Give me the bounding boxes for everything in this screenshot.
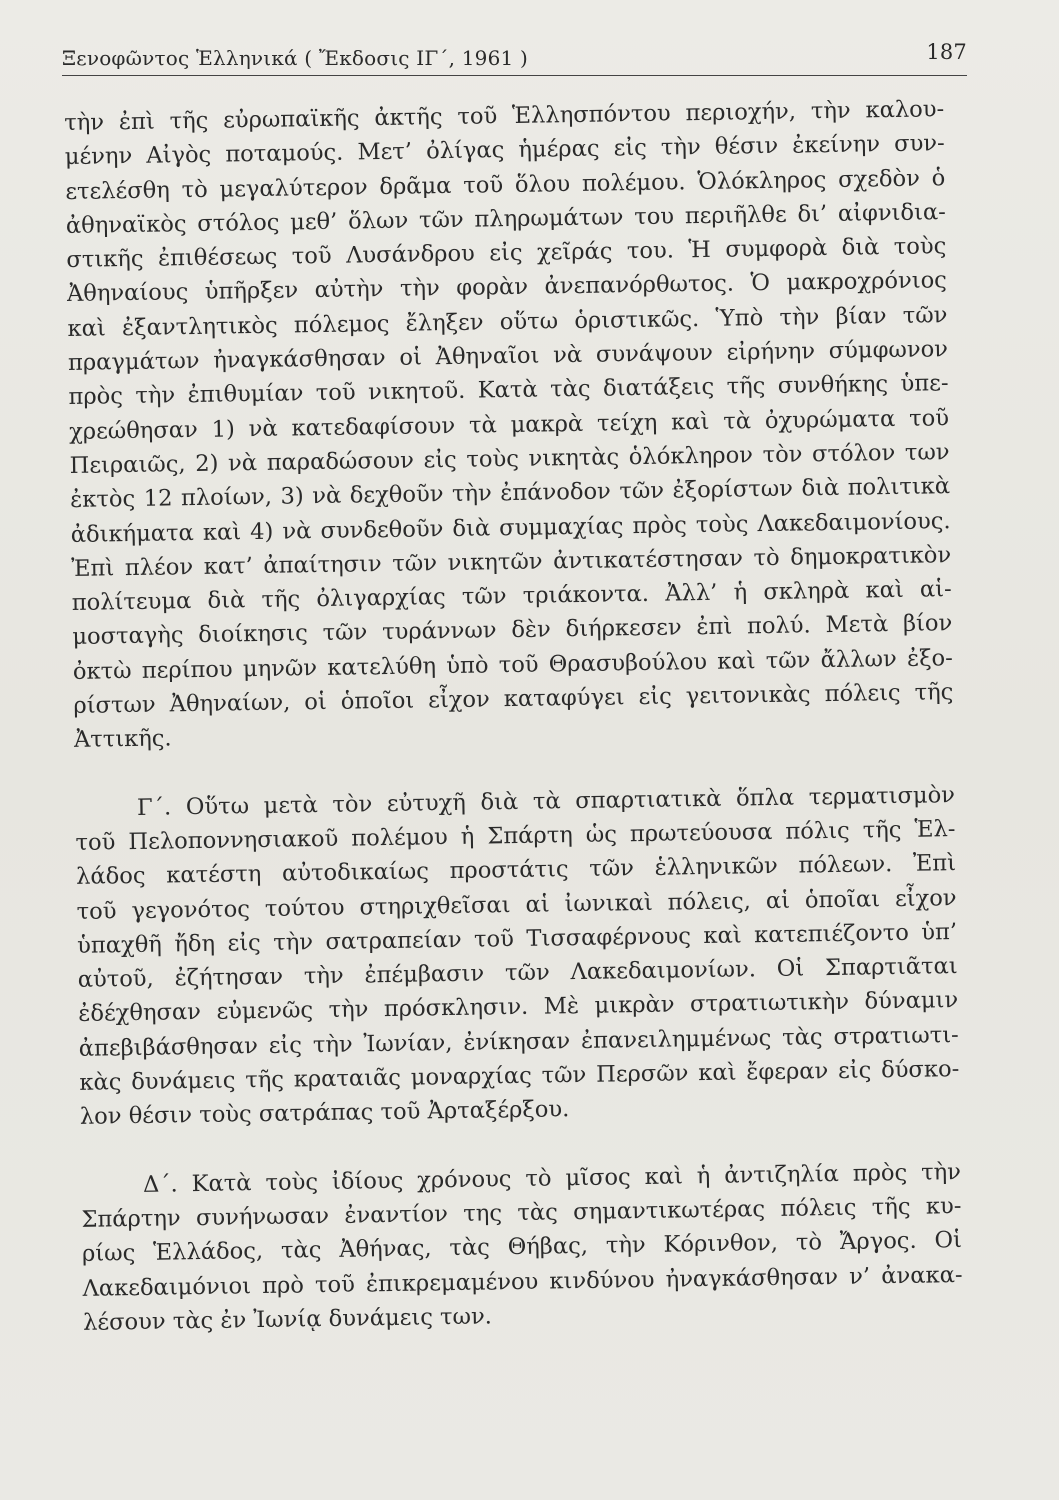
text-line: Σπάρτην συνήνωσαν ἐναντίον της τὰς σημαντικωτέρας πόλεις τῆς κυ- bbox=[81, 1192, 962, 1233]
body-text bbox=[64, 92, 963, 1340]
text-line: ὑπαχθῆ ἤδη εἰς τὴν σατραπείαν τοῦ Τισσαφέρνους καὶ κατεπιέζοντο ὑπ’ bbox=[76, 918, 958, 959]
paragraph-2 bbox=[75, 778, 960, 1135]
text-line: λον θέσιν τοὺς σατράπας τοῦ Ἀρταξέρξου. bbox=[79, 1096, 570, 1131]
text-line: μένην Αἰγὸς ποταμούς. Μετ’ ὀλίγας ἡμέρας εἰς τὴν θέσιν ἐκείνην συν- bbox=[64, 130, 945, 171]
text-line: πρὸς τὴν ἐπιθυμίαν τοῦ νικητοῦ. Κατὰ τὰς διατάξεις τῆς συνθήκης ὑπε- bbox=[68, 370, 949, 411]
text-line: στικῆς ἐπιθέσεως τοῦ Λυσάνδρου εἰς χεῖράς του. Ἡ συμφορὰ διὰ τοὺς bbox=[66, 233, 947, 274]
text-line: Γ΄. Οὕτω μετὰ τὸν εὐτυχῆ διὰ τὰ σπαρτιατικὰ ὅπλα τερματισμὸν bbox=[136, 781, 956, 821]
text-line: λάδος κατέστη αὐτοδικαίως προστάτις τῶν ἑλληνικῶν πόλεων. Ἐπὶ bbox=[75, 850, 957, 891]
text-line: τοῦ γεγονότος τούτου στηριχθεῖσαι αἱ ἰωνικαὶ πόλεις, αἱ ὁποῖαι εἶχον bbox=[76, 884, 957, 925]
text-line: τοῦ Πελοποννησιακοῦ πολέμου ἡ Σπάρτη ὡς πρωτεύουσα πόλις τῆς Ἑλ- bbox=[75, 816, 956, 856]
header-rule bbox=[62, 75, 967, 76]
text-line: πολίτευμα διὰ τῆς ὀλιγαρχίας τῶν τριάκοντα. Ἀλλ’ ἡ σκληρὰ καὶ αἱ- bbox=[71, 576, 952, 617]
paragraph-1 bbox=[64, 92, 954, 757]
text-line: ὀκτὼ περίπου μηνῶν κατελύθη ὑπὸ τοῦ Θρασυβούλου καὶ τῶν ἄλλων ἐξο- bbox=[72, 644, 953, 685]
text-line: καὶ ἐξαντλητικὸς πόλεμος ἔληξεν οὕτω ὁριστικῶς. Ὑπὸ τὴν βίαν τῶν bbox=[67, 301, 948, 342]
text-line: κὰς δυνάμεις τῆς κραταιᾶς μοναρχίας τῶν Περσῶν καὶ ἔφεραν εἰς δύσκο- bbox=[79, 1056, 960, 1096]
text-line: Δ΄. Κατὰ τοὺς ἰδίους χρόνους τὸ μῖσος καὶ ἡ ἀντιζηλία πρὸς τὴν bbox=[142, 1158, 962, 1198]
text-line: λέσουν τὰς ἐν Ἰωνίᾳ δυνάμεις των. bbox=[82, 1303, 493, 1336]
text-line: ἀδικήματα καὶ 4) νὰ συνδεθοῦν διὰ συμμαχίας πρὸς τοὺς Λακεδαιμονίους. bbox=[70, 507, 951, 548]
text-line: ἐκτὸς 12 πλοίων, 3) νὰ δεχθοῦν τὴν ἐπάνοδον τῶν ἐξορίστων διὰ πολιτικὰ bbox=[69, 473, 951, 514]
text-line: τὴν ἐπὶ τῆς εὐρωπαϊκῆς ἀκτῆς τοῦ Ἑλλησπόντου περιοχήν, τὴν καλου- bbox=[64, 96, 945, 136]
page-number: 187 bbox=[926, 40, 967, 64]
text-line: ἀπεβιβάσθησαν εἰς τὴν Ἰωνίαν, ἐνίκησαν ἐπανειλημμένως τὰς στρατιωτι- bbox=[78, 1021, 959, 1062]
running-title: Ξενοφῶντος Ἑλληνικά ( Ἔκδοσις ΙΓ΄, 1961 ) bbox=[62, 46, 529, 70]
running-head bbox=[62, 36, 967, 74]
text-line: χρεώθησαν 1) νὰ κατεδαφίσουν τὰ μακρὰ τείχη καὶ τὰ ὀχυρώματα τοῦ bbox=[68, 404, 950, 445]
text-line: πραγμάτων ἠναγκάσθησαν οἱ Ἀθηναῖοι νὰ συνάψουν εἰρήνην σύμφωνον bbox=[67, 336, 949, 377]
text-line: αὐτοῦ, ἐζήτησαν τὴν ἐπέμβασιν τῶν Λακεδαιμονίων. Οἱ Σπαρτιᾶται bbox=[77, 953, 958, 994]
text-line: μοσταγὴς διοίκησις τῶν τυράννων δὲν διήρκεσεν ἐπὶ πολύ. Μετὰ βίον bbox=[72, 610, 953, 651]
text-line: ρίστων Ἀθηναίων, οἱ ὁποῖοι εἶχον καταφύγει εἰς γειτονικὰς πόλεις τῆς bbox=[73, 679, 954, 719]
text-line: ετελέσθη τὸ μεγαλύτερον δρᾶμα τοῦ ὅλου πολέμου. Ὁλόκληρος σχεδὸν ὁ bbox=[65, 164, 946, 205]
text-line: ρίως Ἑλλάδος, τὰς Ἀθήνας, τὰς Θήβας, τὴν Κόρινθον, τὸ Ἄργος. Οἱ bbox=[81, 1227, 963, 1268]
text-line: ἀθηναϊκὸς στόλος μεθ’ ὅλων τῶν πληρωμάτων του περιῆλθε δι’ αἰφνιδια- bbox=[65, 199, 946, 239]
text-line: Ἀττικῆς. bbox=[73, 725, 172, 754]
text-line: Πειραιῶς, 2) νὰ παραδώσουν εἰς τοὺς νικητὰς ὁλόκληρον τὸν στόλον των bbox=[69, 439, 950, 479]
text-line: Ἀθηναίους ὑπῆρξεν αὐτὴν τὴν φορὰν ἀνεπανόρθωτος. Ὁ μακροχρόνιος bbox=[66, 267, 948, 308]
text-line: Λακεδαιμόνιοι πρὸ τοῦ ἐπικρεμαμένου κινδύνου ἠναγκάσθησαν ν’ ἀνακα- bbox=[82, 1261, 963, 1302]
text-line: Ἐπὶ πλέον κατ’ ἀπαίτησιν τῶν νικητῶν ἀντικατέστησαν τὸ δημοκρατικὸν bbox=[71, 541, 952, 582]
text-line: ἐδέχθησαν εὐμενῶς τὴν πρόσκλησιν. Μὲ μικρὰν στρατιωτικὴν δύναμιν bbox=[78, 987, 959, 1028]
paragraph-3 bbox=[81, 1155, 964, 1340]
